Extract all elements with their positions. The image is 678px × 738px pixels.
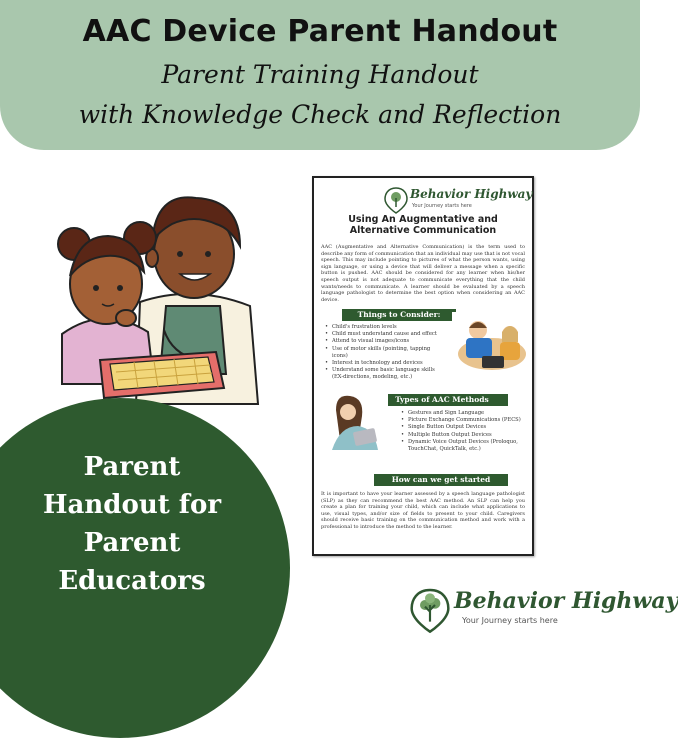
doc-section-heading-2: Types of AAC Methods bbox=[376, 394, 508, 406]
badge-line-1: Parent bbox=[83, 452, 181, 482]
doc-logo-tagline: Your Journey starts here bbox=[412, 203, 472, 209]
doc-photo-children bbox=[452, 312, 528, 376]
doc-section-heading-3: How can we get started bbox=[374, 474, 508, 486]
subtitle-line-2: with Knowledge Check and Reflection bbox=[78, 100, 562, 129]
list-item: • Picture Exchange Communications (PECS) bbox=[400, 417, 526, 424]
doc-intro-paragraph: AAC (Augmentative and Alternative Communication) is the term used to describe any form of communication that an individual may use that is not vocal speech. This may include pointing to pictures of what the person wants, using sign language, or using a device that will deliver a message when a specific button is pushed. AAC should be considered for any learner when his/her speech output is not adequate to communicate everything that the child wants/needs to communicate. A learner should be evaluated by a speech language pathologist to determine the best option when considering an AAC device. bbox=[321, 244, 525, 303]
list-item: • Gestures and Sign Language bbox=[400, 410, 526, 417]
tree-logo-icon bbox=[384, 186, 408, 214]
handout-preview bbox=[312, 176, 534, 556]
list-item: • Attend to visual images/icons bbox=[324, 338, 444, 345]
doc-logo-name: Behavior Highway bbox=[410, 187, 533, 201]
children-illustration bbox=[44, 184, 274, 404]
doc-list-considerations bbox=[324, 324, 444, 382]
list-item: • Dynamic Voice Output Devices (Proloquo, TouchChat, QuickTalk, etc.) bbox=[400, 439, 526, 453]
header-banner bbox=[0, 0, 640, 150]
badge-line-2: Handout for bbox=[42, 490, 222, 520]
subtitle-line-1: Parent Training Handout bbox=[161, 60, 479, 89]
doc-photo-girl bbox=[318, 390, 388, 456]
footer-logo-tagline: Your Journey starts here bbox=[462, 616, 558, 625]
doc-title: Using An Augmentative and Alternative Communication bbox=[348, 214, 498, 236]
footer-logo-name: Behavior Highway bbox=[454, 588, 678, 614]
badge-line-4: Educators bbox=[58, 566, 206, 596]
doc-list-methods bbox=[400, 410, 526, 453]
doc-section-heading-1: Things to Consider: bbox=[342, 309, 456, 321]
list-item: • Single Button Output Devices bbox=[400, 424, 526, 431]
list-item: • Child's frustration levels bbox=[324, 324, 444, 331]
tree-logo-icon bbox=[410, 586, 450, 634]
badge-line-3: Parent bbox=[83, 528, 181, 558]
doc-closing-paragraph: It is important to have your learner assessed by a speech language pathologist (SLP) as they can recommend the best AAC method. An SLP can help you create a plan for training your child, which can include what applications to use, visual types, and/or size of fields to present to your child. Caregivers should receive basic training on the communication method and work with a professional to introduce the method to the learner. bbox=[321, 491, 525, 530]
list-item: • Understand some basic language skills (EX-directions, modeling, etc.) bbox=[324, 367, 444, 381]
list-item: • Use of motor skills (pointing, tapping icons) bbox=[324, 346, 444, 360]
list-item: • Child must understand cause and effect bbox=[324, 331, 444, 338]
footer-logo bbox=[404, 586, 678, 636]
page-title: AAC Device Parent Handout bbox=[82, 14, 558, 49]
list-item: • Interest in technology and devices bbox=[324, 360, 444, 367]
list-item: • Multiple Button Output Devices bbox=[400, 432, 526, 439]
badge-text bbox=[32, 448, 232, 600]
